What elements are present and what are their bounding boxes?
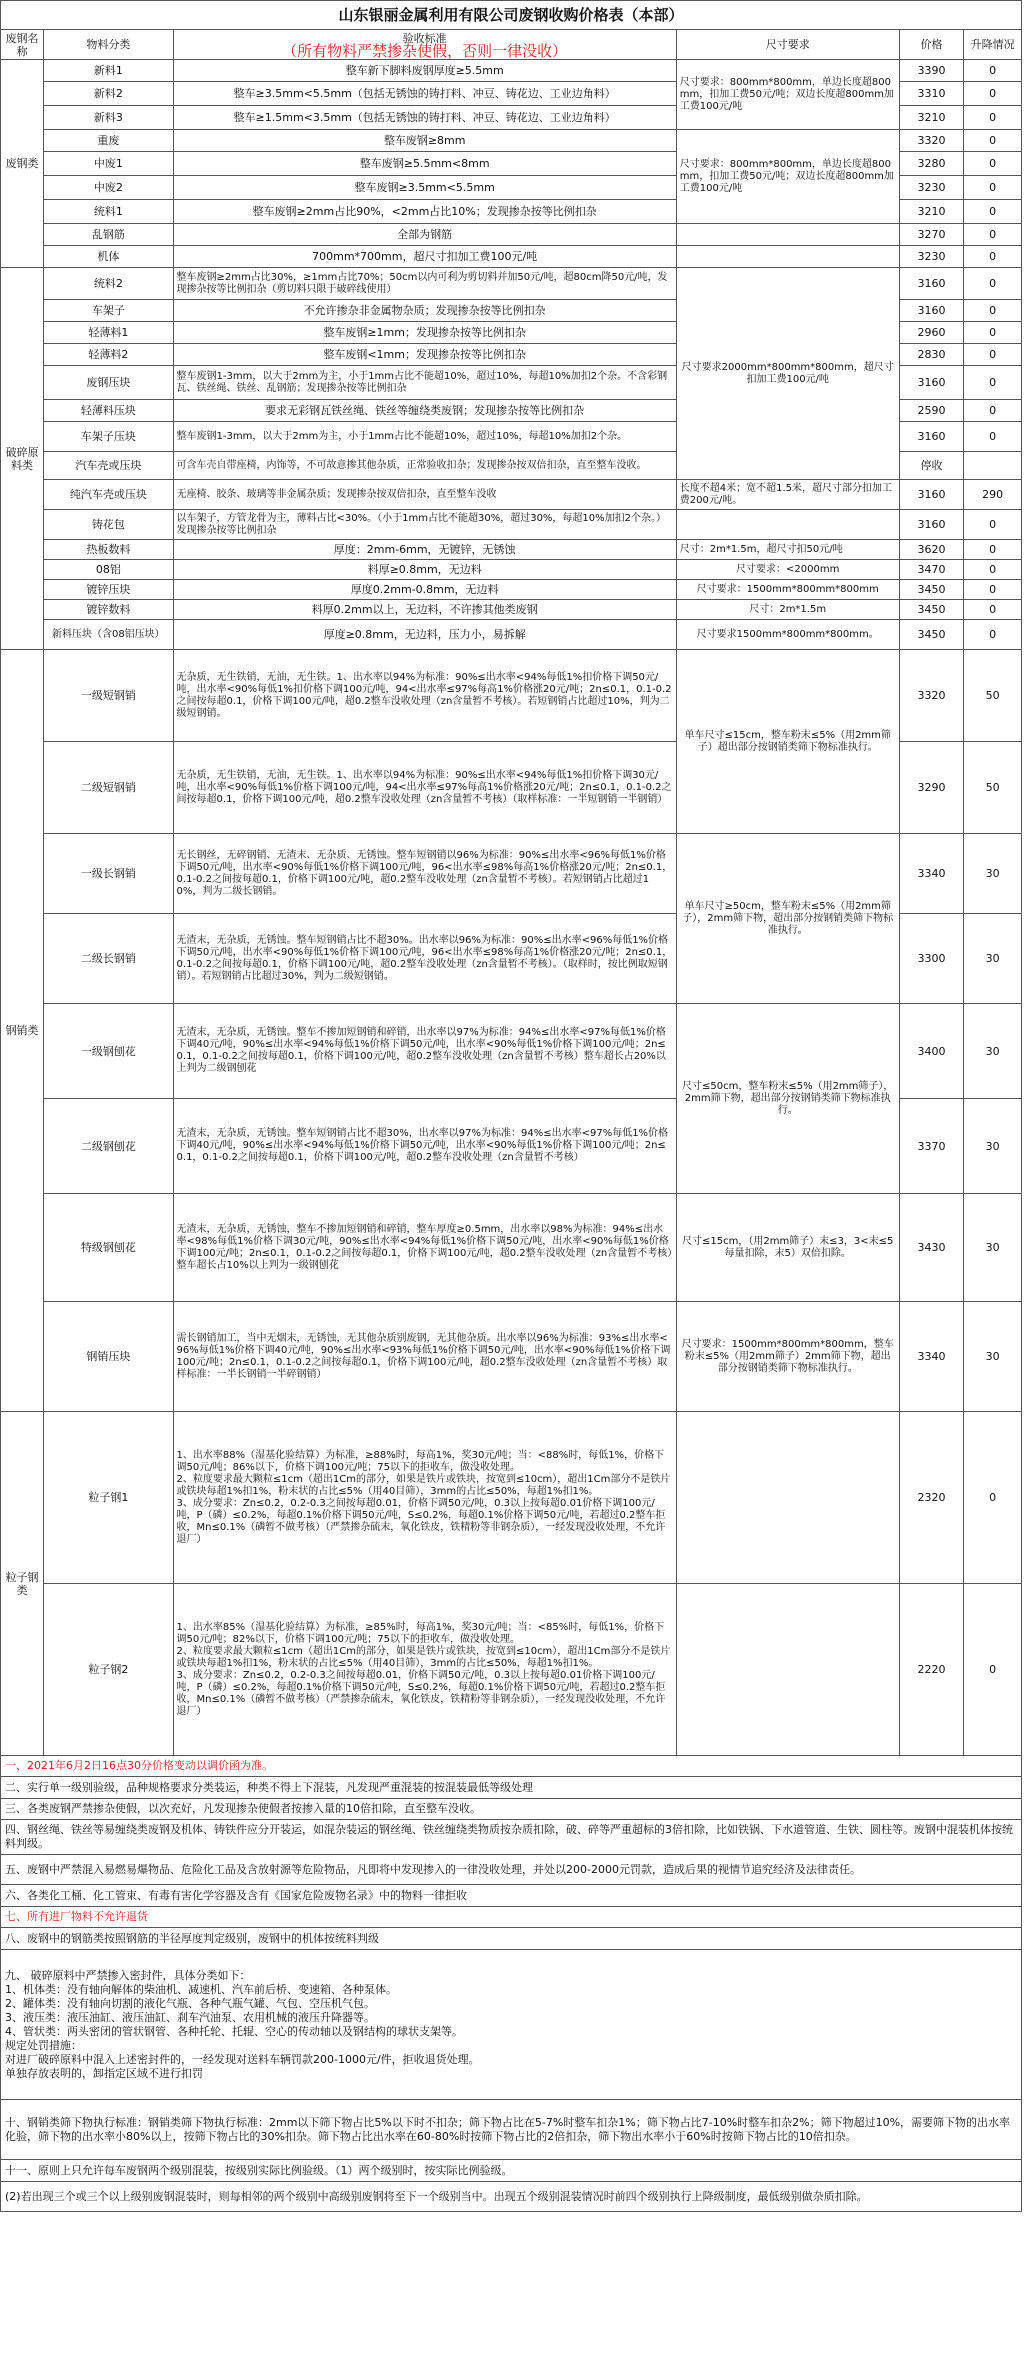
col-header-material: 物料分类: [44, 30, 173, 60]
change-value: 0: [964, 152, 1022, 176]
material-name: 统料1: [44, 200, 173, 224]
price-value: 3620: [899, 540, 964, 560]
material-name: 新料1: [44, 60, 173, 82]
size-requirement: 尺寸≤50cm，整车粉末≤5%（用2mm筛子），2mm筛下物，超出部分按钢销类筛下物标准执行。: [676, 1004, 899, 1194]
standard-text: 无渣末，无杂质，无锈蚀，整车不掺加短钢销和碎销，整车厚度≥0.5mm，出水率以98%为标准：94%≤出水率<98%每低1%价格下调30元/吨，90%≤出水率<94%每低1%价格下调50元/吨，出水率<90%每低1%价格下调100元/吨；2n≤0.1，0.1-0.2之间按每超0.1，价格下调100元/吨，超0.2整车没收处理（zn含量暂不考核）整车超长占10%以上判为一级钢刨花: [173, 1194, 676, 1302]
sheet-title: 山东银丽金属利用有限公司废钢收购价格表（本部）: [1, 1, 1022, 30]
material-name: 二级钢刨花: [44, 1099, 173, 1194]
note-6: 六、各类化工桶、化工管束、有毒有害化学容器及含有《国家危险废物名录》中的物料一律拒收: [1, 1885, 1022, 1907]
price-value: 3160: [899, 300, 964, 322]
material-name: 粒子钢1: [44, 1412, 173, 1584]
col-header-size: 尺寸要求: [676, 30, 899, 60]
change-value: 0: [964, 560, 1022, 580]
change-value: 50: [964, 650, 1022, 742]
note-3: 三、各类废钢严禁掺杂使假，以次充好，凡发现掺杂使假者按掺入量的10倍扣除，直至整车没收。: [1, 1799, 1022, 1820]
price-value: 3370: [899, 1099, 964, 1194]
standard-text: 无渣末，无杂质，无锈蚀。整车不掺加短钢销和碎销，出水率以97%为标准：94%≤出水率<97%每低1%价格下调40元/吨，90%≤出水率<94%每低1%价格下调50元/吨，出水率<90%每低1%价格下调100元/吨；2n≤0.1，0.1-0.2之间按每超0.1，价格下调100元/吨，超0.2整车没收处理（zn含量暂不考核）整车超长占20%以上判为二级钢刨花: [173, 1004, 676, 1099]
note-1: 一、2021年6月2日16点30分价格变动以调价函为准。: [1, 1756, 1022, 1777]
standard-text: 1、出水率85%（湿基化验结算）为标准，≥85%时，每高1%，奖30元/吨；当：<85%时，每低1%，价格下调50元/吨；82%以下，价格下调100元/吨；75以下的拒收车，做没收处理。 2、粒度要求最大颗粒≤1cm（超出1Cm的部分，如果是铁片或铁块，按宽到≤10cm），超出1Cm部分不是铁片或铁块每超1%扣1%，粉末状的占比≤5%（用40目筛），3mm的占比≤50%，每超1%扣1%。 3、成分要求：Zn≤0.2，0.2-0.3之间按每超0.01，价格下调50元/吨，0.3以上按每超0.01价格下调100元/吨，P（磷）≤0.2%，每超0.1%价格下调50元/吨，S≤0.2%，每超0.1%价格下调50元/吨，若超过0.2整车拒收，Mn≤0.1%（磷暂不做考核）（严禁掺杂硫末，氧化铁皮，铁精粉等非钢杂质），一经发现没收处理，不允许退厂）: [173, 1584, 676, 1756]
material-name: 粒子钢2: [44, 1584, 173, 1756]
material-name: 乱钢筋: [44, 224, 173, 246]
standard-text: 700mm*700mm，超尺寸扣加工费100元/吨: [173, 246, 676, 268]
change-value: 0: [964, 224, 1022, 246]
change-value: 30: [964, 1099, 1022, 1194]
standard-text: 料厚≥0.8mm，无边料: [173, 560, 676, 580]
price-value: 3450: [899, 600, 964, 620]
change-value: 0: [964, 540, 1022, 560]
standard-text: 厚度：2mm-6mm，无镀锌，无锈蚀: [173, 540, 676, 560]
material-name: 重废: [44, 130, 173, 152]
standard-text: 厚度≥0.8mm，无边料，压力小，易拆解: [173, 620, 676, 650]
standard-text: 整车≥3.5mm<5.5mm（包括无锈蚀的铸打料、冲豆、铸花边、工业边角料）: [173, 82, 676, 106]
price-value: 3270: [899, 224, 964, 246]
material-name: 纯汽车壳或压块: [44, 480, 173, 510]
material-name: 镀锌压块: [44, 580, 173, 600]
material-name: 统料2: [44, 268, 173, 300]
change-value: 0: [964, 268, 1022, 300]
change-value: 0: [964, 620, 1022, 650]
note-8: 八、废钢中的钢筋类按照钢筋的半径厚度判定级别，废钢中的机体按统料判级: [1, 1928, 1022, 1950]
price-value: 3340: [899, 834, 964, 914]
change-value: 0: [964, 400, 1022, 422]
standard-text: 整车废钢≥1mm；发现掺杂按等比例扣杂: [173, 322, 676, 344]
standard-text: 1、出水率88%（湿基化验结算）为标准，≥88%时，每高1%，奖30元/吨；当：<88%时，每低1%，价格下调50元/吨；86%以下，价格下调100元/吨；75以下的拒收车，做没收处理。 2、粒度要求最大颗粒≤1cm（超出1Cm的部分，如果是铁片或铁块，按宽到≤10cm），超出1Cm部分不是铁片或铁块每超1%扣1%，粉末状的占比≤5%（用40目筛），3mm的占比≤50%，每超1%扣1%。 3、成分要求：Zn≤0.2，0.2-0.3之间按每超0.01，价格下调50元/吨，0.3以上按每超0.01价格下调100元/吨，P（磷）≤0.2%，每超0.1%价格下调50元/吨，S≤0.2%，每超0.1%价格下调50元/吨，若超过0.2整车拒收，Mn≤0.1%（磷暂不做考核）（严禁掺杂硫末，氧化铁皮，铁精粉等非钢杂质），一经发现没收处理，不允许退厂）: [173, 1412, 676, 1584]
price-value: 2830: [899, 344, 964, 366]
standard-text: 不允许掺杂非金属物杂质；发现掺杂按等比例扣杂: [173, 300, 676, 322]
note-12: (2)若出现三个或三个以上级别废钢混装时，则每相邻的两个级别中高级别废钢将至下一个级别当中。出现五个级别混装情况时前四个级别执行上降级制度，最低级别做杂质扣除。: [1, 2182, 1022, 2212]
material-name: 车架子: [44, 300, 173, 322]
price-value: 3450: [899, 580, 964, 600]
material-name: 热板数料: [44, 540, 173, 560]
size-requirement: [676, 224, 899, 246]
material-name: 钢销压块: [44, 1302, 173, 1412]
price-value: 3210: [899, 106, 964, 130]
standard-text: 以车架子，方管龙骨为主，薄料占比<30%。（小于1mm占比不能超30%，超过30%，每超10%加扣2个杂。）发现掺杂按等比例扣杂: [173, 510, 676, 540]
note-11: 十一、原则上只允许每车废钢两个级别混装，按级别实际比例验级。（1）两个级别时，按实际比例验级。: [1, 2160, 1022, 2182]
note-7: 七、所有进厂物料不允许退货: [1, 1907, 1022, 1928]
col-header-standard: [173, 30, 676, 60]
size-requirement: 尺寸要求：1500mm*800mm*800mm，整车粉末≤5%（用2mm筛子）2mm筛下物，超出部分按钢销类筛下物标准执行。: [676, 1302, 899, 1412]
standard-text: 整车废钢≥5.5mm<8mm: [173, 152, 676, 176]
standard-text: 厚度0.2mm-0.8mm，无边料: [173, 580, 676, 600]
price-value: 2220: [899, 1584, 964, 1756]
material-name: 汽车壳或压块: [44, 452, 173, 480]
change-value: 50: [964, 742, 1022, 834]
material-name: 一级短钢销: [44, 650, 173, 742]
size-requirement: 尺寸：2m*1.5m，超尺寸扣50元/吨: [676, 540, 899, 560]
price-value: 3390: [899, 60, 964, 82]
standard-text: 整车废钢≥2mm占比30%，≥1mm占比70%；50cm以内可利为剪切料并加50元/吨，超80cm降50元/吨，发现掺杂按等比例扣杂（剪切料只限于破碎线使用）: [173, 268, 676, 300]
price-value: 3160: [899, 366, 964, 400]
price-value: 3230: [899, 176, 964, 200]
price-value: 3340: [899, 1302, 964, 1412]
change-value: 0: [964, 300, 1022, 322]
size-requirement: 尺寸要求：800mm*800mm，单边长度超800mm，扣加工费50元/吨；双边长度超800mm加工费100元/吨: [676, 60, 899, 130]
standard-text: 整车废钢≥3.5mm<5.5mm: [173, 176, 676, 200]
size-requirement: 尺寸：2m*1.5m: [676, 600, 899, 620]
size-requirement: [676, 510, 899, 540]
change-value: 0: [964, 422, 1022, 452]
size-requirement: 长度不超4米；宽不超1.5米，超尺寸部分扣加工费200元/吨。: [676, 480, 899, 510]
change-value: 0: [964, 200, 1022, 224]
price-value: 3210: [899, 200, 964, 224]
size-requirement: 单车尺寸≤15cm，整车粉末≤5%（用2mm筛子）超出部分按钢销类筛下物标准执行。: [676, 650, 899, 834]
standard-text: 需长钢销加工，当中无烟末，无锈蚀，无其他杂质别废钢，无其他杂质。出水率以96%为标准：93%≤出水率<96%每低1%价格下调40元/吨，90%≤出水率<93%每低1%价格下调50元/吨，出水率<90%每低1%价格下调100元/吨；2n≤0.1，0.1-0.2之间按每超0.1，价格下调100元/吨，超0.2整车没收处理（zn含量暂不考核）取样标准：一半长钢销一半碎钢销）: [173, 1302, 676, 1412]
standard-text: 可含车壳自带座椅，内饰等，不可故意掺其他杂质，正常验收扣杂；发现掺杂按双倍扣杂，直至整车没收。: [173, 452, 676, 480]
standard-text: 整车废钢≥8mm: [173, 130, 676, 152]
change-value: 0: [964, 322, 1022, 344]
section-label-scrap-steel: 废钢类: [1, 60, 44, 268]
standard-text: 无长钢丝，无碎钢销、无渣末、无杂质、无锈蚀。整车短钢销以96%为标准：90%≤出水率<96%每低1%价格下调50元/吨，出水率<90%每低1%价格下调100元/吨，96<出水率≤98%每高1%价格涨20元/吨；2n≤0.1，0.1-0.2之间按每超0.1，价格下调100元/吨，超0.2整车没收处理（zn含量暂不考核）。若短钢销占比超过10%，判为二级长钢销。: [173, 834, 676, 914]
note-2: 二、实行单一级别验级，品种规格要求分类装运，种类不得上下混装，凡发现严重混装的按混装最低等级处理: [1, 1777, 1022, 1799]
change-value: 30: [964, 914, 1022, 1004]
standard-text: 料厚0.2mm以上，无边料，不许掺其他类废钢: [173, 600, 676, 620]
change-value: 30: [964, 834, 1022, 914]
section-label-granular-steel: 粒子钢类: [1, 1412, 44, 1756]
price-value: 3300: [899, 914, 964, 1004]
material-name: 新料3: [44, 106, 173, 130]
price-value: 停收: [899, 452, 964, 480]
change-value: 0: [964, 1412, 1022, 1584]
section-label-shavings: 钢销类: [1, 650, 44, 1412]
material-name: 一级长钢销: [44, 834, 173, 914]
col-header-category: 废钢名称: [1, 30, 44, 60]
standard-text: 整车新下脚料废钢厚度≥5.5mm: [173, 60, 676, 82]
note-5: 五、废钢中严禁混入易燃易爆物品、危险化工品及含放射源等危险物品，凡即将中发现掺入的一律没收处理，并处以200-2000元罚款，造成后果的视情节追究经济及法律责任。: [1, 1855, 1022, 1885]
change-value: 290: [964, 480, 1022, 510]
standard-text: 要求无彩钢瓦铁丝绳、铁丝等缠绕类废钢；发现掺杂按等比例扣杂: [173, 400, 676, 422]
change-value: 0: [964, 366, 1022, 400]
section-label-crushing: 破碎原料类: [1, 268, 44, 650]
change-value: 0: [964, 82, 1022, 106]
change-value: 30: [964, 1302, 1022, 1412]
material-name: 二级长钢销: [44, 914, 173, 1004]
standard-text: 无杂质，无生铁销，无油，无生铁。1、出水率以94%为标准：90%≤出水率<94%每低1%扣价格下调50元/吨，出水率<90%每低1%扣价格下调100元/吨，94<出水率≤97%每高1%价格涨20元/吨；2n≤0.1，0.1-0.2之间按每超0.1，价格下调100元/吨，超0.2整车没收处理（zn含量暂不考核）。若短钢销占比超过10%，判为二级短钢销。: [173, 650, 676, 742]
standard-text: 无渣末，无杂质，无锈蚀。整车短钢销占比不超30%。出水率以96%为标准：90%≤出水率<96%每低1%价格下调50元/吨，出水率<90%每低1%价格下调100元/吨，96<出水率≤98%每高1%价格涨20元/吨；2n≤0.1，0.1-0.2之间按每超0.1，价格下调100元/吨，超0.2整车没收处理（zn含量暂不考核）。（取样时，按比例取短钢销）。若短钢销占比超过30%，判为二级短钢销。: [173, 914, 676, 1004]
price-value: 3160: [899, 510, 964, 540]
price-value: 3280: [899, 152, 964, 176]
change-value: 0: [964, 600, 1022, 620]
size-requirement: 尺寸≤15cm，（用2mm筛子）末≤3，3<末≤5每量扣除，末5）双倍扣除。: [676, 1194, 899, 1302]
material-name: 新料压块（含08铝压块）: [44, 620, 173, 650]
material-name: 新料2: [44, 82, 173, 106]
change-value: 0: [964, 106, 1022, 130]
col-header-change: 升降情况: [964, 30, 1022, 60]
price-value: 3320: [899, 650, 964, 742]
change-value: 0: [964, 1584, 1022, 1756]
material-name: 特级钢刨花: [44, 1194, 173, 1302]
size-requirement: [676, 1584, 899, 1756]
standard-warning-note: （所有物料严禁掺杂使假，否则一律没收）: [282, 41, 568, 60]
size-requirement: 尺寸要求：1500mm*800mm*800mm: [676, 580, 899, 600]
change-value: 30: [964, 1194, 1022, 1302]
price-value: 3400: [899, 1004, 964, 1099]
change-value: 0: [964, 510, 1022, 540]
price-value: 3160: [899, 422, 964, 452]
material-name: 中废2: [44, 176, 173, 200]
size-requirement: 尺寸要求：<2000mm: [676, 560, 899, 580]
price-value: 3290: [899, 742, 964, 834]
change-value: 0: [964, 580, 1022, 600]
price-value: 3310: [899, 82, 964, 106]
note-10: 十、钢销类筛下物执行标准：钢销类筛下物执行标准：2mm以下筛下物占比5%以下时不扣杂；筛下物占比在5-7%时整车扣杂1%；筛下物占比7-10%时整车扣杂2%；筛下物超过10%，需要筛下物的出水率化验，筛下物的出水率小80%以上，按筛下物占比的30%扣杂。筛下物占比出水率在60-80%时按筛下物占比的2倍扣杂，筛下物出水率小于60%时按筛下物占比的10倍扣杂。: [1, 2100, 1022, 2160]
size-requirement: 尺寸要求1500mm*800mm*800mm。: [676, 620, 899, 650]
size-requirement: [676, 1412, 899, 1584]
material-name: 铸花包: [44, 510, 173, 540]
material-name: 车架子压块: [44, 422, 173, 452]
standard-text: 整车≥1.5mm<3.5mm（包括无锈蚀的铸打料、冲豆、铸花边、工业边角料）: [173, 106, 676, 130]
change-value: 0: [964, 60, 1022, 82]
change-value: 30: [964, 1004, 1022, 1099]
price-value: 3160: [899, 480, 964, 510]
price-value: 3430: [899, 1194, 964, 1302]
material-name: 镀锌数料: [44, 600, 173, 620]
note-4: 四、钢丝绳、铁丝等易缠绕类废钢及机体、铸铁件应分开装运，如混杂装运的钢丝绳、铁丝缠绕类物质按杂质扣除，破、碎等严重超标的3倍扣除，比如铁锅、下水道管道、生铁、圆柱等。废钢中混装机体按统料判级。: [1, 1820, 1022, 1855]
standard-text: 整车废钢≥2mm占比90%，<2mm占比10%；发现掺杂按等比例扣杂: [173, 200, 676, 224]
standard-text: 无座椅、胶条、玻璃等非金属杂质；发现掺杂按双倍扣杂，直至整车没收: [173, 480, 676, 510]
standard-text: 全部为钢筋: [173, 224, 676, 246]
price-value: 3470: [899, 560, 964, 580]
standard-text: 整车废钢<1mm；发现掺杂按等比例扣杂: [173, 344, 676, 366]
size-requirement: 尺寸要求：800mm*800mm，单边长度超800mm，扣加工费50元/吨；双边长度超800mm加工费100元/吨: [676, 130, 899, 224]
price-value: 2320: [899, 1412, 964, 1584]
material-name: 一级钢刨花: [44, 1004, 173, 1099]
standard-text: 整车废钢1-3mm，以大于2mm为主，小于1mm占比不能超10%，超过10%，每超10%加扣2个杂。: [173, 422, 676, 452]
note-9: 九、 破碎原料中严禁掺入密封件，具体分类如下： 1、机体类：没有轴向解体的柴油机、减速机、汽车前后桥、变速箱、各种泵体。 2、罐体类：没有轴向切割的液化气瓶、各种气瓶气罐、气包、空压机气包。 3、液压类：液压油缸、液压油缸、刹车汽油泵、农用机械的液压升降器等。 4、管状类：两头密闭的管状钢管、各种托轮、托辊、空心的传动轴以及钢结构的球状支架等。 规定处罚措施： 对进厂破碎原料中混入上述密封件的，一经发现对送料车辆罚款200-1000元/件，拒收退货处理。 单独存放表明的，卸指定区域不进行扣罚: [1, 1950, 1022, 2100]
price-value: 2590: [899, 400, 964, 422]
material-name: 中废1: [44, 152, 173, 176]
col-header-price: 价格: [899, 30, 964, 60]
change-value: 0: [964, 176, 1022, 200]
change-value: 0: [964, 130, 1022, 152]
price-value: 3230: [899, 246, 964, 268]
price-value: 3160: [899, 268, 964, 300]
standard-header-label: 验收标准: [402, 31, 447, 45]
standard-text: 整车废钢1-3mm，以大于2mm为主，小于1mm占比不能超10%，超过10%，每超10%加扣2个杂。不含彩钢瓦、铁丝绳、铁丝、乱钢筋；发现掺杂按等比例扣杂: [173, 366, 676, 400]
price-value: 3320: [899, 130, 964, 152]
material-name: 废钢压块: [44, 366, 173, 400]
change-value: 0: [964, 246, 1022, 268]
material-name: 机体: [44, 246, 173, 268]
material-name: 轻薄料1: [44, 322, 173, 344]
material-name: 二级短钢销: [44, 742, 173, 834]
price-value: 3450: [899, 620, 964, 650]
change-value: 0: [964, 344, 1022, 366]
price-value: 2960: [899, 322, 964, 344]
size-requirement: 尺寸要求2000mm*800mm*800mm，超尺寸扣加工费100元/吨: [676, 268, 899, 480]
change-value: [964, 452, 1022, 480]
standard-text: 无渣末，无杂质，无锈蚀。整车短钢销占比不超30%，出水率以97%为标准：94%≤出水率<97%每低1%价格下调40元/吨，90%≤出水率<94%每低1%价格下调50元/吨，出水率<90%每低1%价格下调100元/吨；2n≤0.1，0.1-0.2之间按每超0.1，价格下调100元/吨，超0.2整车没收处理（zn含量暂不考核）: [173, 1099, 676, 1194]
standard-text: 无杂质，无生铁销，无油，无生铁。1、出水率以94%为标准：90%≤出水率<94%每低1%扣价格下调30元/吨，出水率<90%每低1%价格下调100元/吨，94<出水率≤97%每高1%价格涨20元/吨；2n≤0.1，0.1-0.2之间按每超0.1，价格下调100元/吨，超0.2整车没收处理（zn含量暂不考核）（取样标准：一半短钢销一半钢销）: [173, 742, 676, 834]
material-name: 轻薄料压块: [44, 400, 173, 422]
material-name: 轻薄料2: [44, 344, 173, 366]
size-requirement: [676, 246, 899, 268]
size-requirement: 单车尺寸≥50cm，整车粉末≤5%（用2mm筛子），2mm筛下物，超出部分按钢销类筛下物标准执行。: [676, 834, 899, 1004]
material-name: 08铝: [44, 560, 173, 580]
